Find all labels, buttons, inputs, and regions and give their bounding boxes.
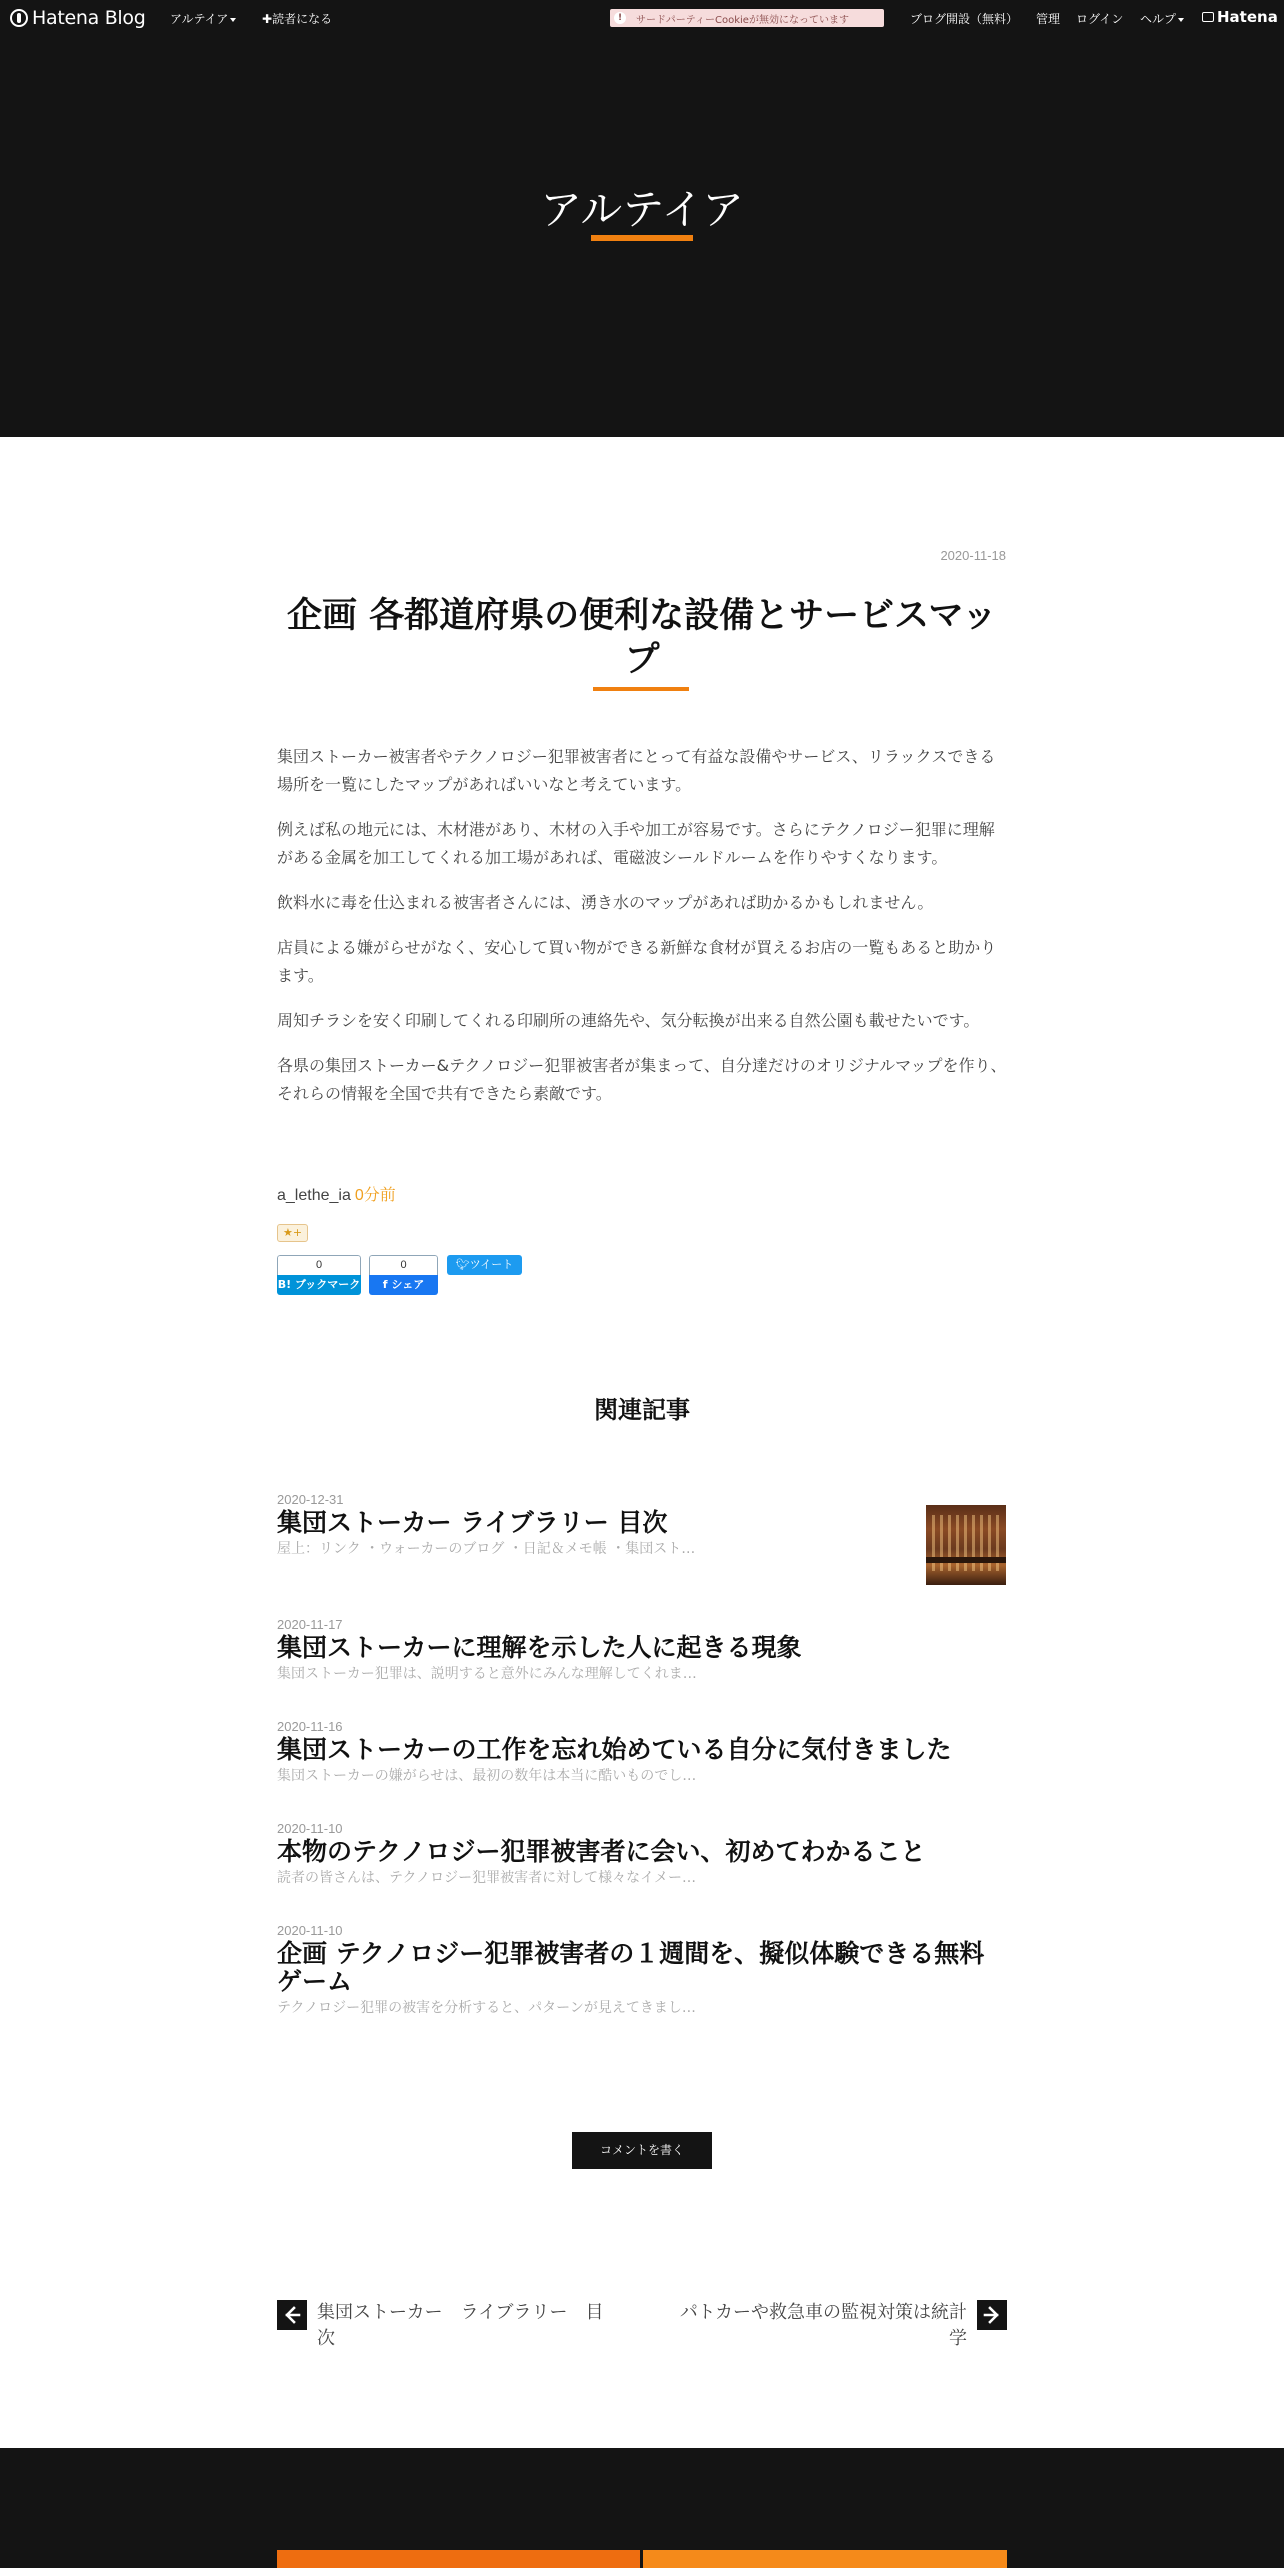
facebook-label: f シェア bbox=[369, 1275, 438, 1295]
admin-link[interactable]: 管理 bbox=[1036, 12, 1061, 26]
related-entry-snippet: 集団ストーカーの嫌がらせは、最初の数年は本当に酷いものでし… bbox=[277, 1768, 697, 1784]
related-entry-snippet: テクノロジー犯罪の被害を分析すると、パターンが見えてきまし… bbox=[277, 2000, 696, 2016]
entry-body bbox=[277, 743, 1007, 1125]
pager-prev[interactable] bbox=[277, 2300, 617, 2352]
related-entry-date: 2020-11-16 bbox=[277, 1719, 343, 1734]
related-entry-date: 2020-11-10 bbox=[277, 1923, 343, 1938]
blog-title[interactable]: アルテイア bbox=[539, 185, 745, 234]
help-dropdown[interactable] bbox=[1140, 10, 1184, 27]
facebook-count: 0 bbox=[369, 1255, 438, 1275]
related-entry-title[interactable]: 集団ストーカー ライブラリー 目次 bbox=[277, 1508, 668, 1537]
entry-title[interactable]: 企画 各都道府県の便利な設備とサービスマップ bbox=[286, 596, 998, 680]
related-entry-title[interactable]: 集団ストーカーの工作を忘れ始めている自分に気付きました bbox=[277, 1735, 952, 1764]
plus-icon: ✚ bbox=[262, 12, 273, 26]
start-blog-link[interactable]: ブログ開設（無料） bbox=[910, 12, 1019, 26]
related-entry-date: 2020-11-17 bbox=[277, 1617, 343, 1632]
related-entry-snippet: 屋上：リンク ・ウォーカーのブログ ・日記＆メモ帳 ・集団スト… bbox=[277, 1541, 696, 1557]
related-entry[interactable] bbox=[277, 1617, 1007, 1684]
entry-footer bbox=[277, 1182, 396, 1205]
subscribe-button[interactable] bbox=[262, 10, 332, 27]
related-entry-thumbnail[interactable] bbox=[926, 1505, 1006, 1585]
twitter-bird-icon: 🐦︎ bbox=[455, 1258, 470, 1271]
pager-prev-title[interactable]: 集団ストーカー ライブラリー 目次 bbox=[317, 2302, 604, 2349]
entry-paragraph: 周知チラシを安く印刷してくれる印刷所の連絡先や、気分転換が出来る自然公園も載せたいです。 bbox=[277, 1011, 980, 1030]
entry-date[interactable]: 2020-11-18 bbox=[940, 548, 1006, 563]
hatena-blog-logo-icon bbox=[10, 9, 28, 27]
entry-title-underline bbox=[593, 687, 689, 691]
entry-paragraph: 集団ストーカー被害者やテクノロジー犯罪被害者にとって有益な設備やサービス、リラックスできる場所を一覧にしたマップがあればいいなと考えています。 bbox=[277, 747, 996, 794]
related-entry-snippet: 集団ストーカー犯罪は、説明すると意外にみんな理解してくれま… bbox=[277, 1666, 697, 1682]
info-icon: ! bbox=[614, 12, 626, 24]
entry-paragraph: 飲料水に毒を仕込まれる被害者さんには、湧き水のマップがあれば助かるかもしれません。 bbox=[277, 893, 934, 912]
pager-next[interactable] bbox=[667, 2300, 1007, 2352]
related-entry-title[interactable]: 本物のテクノロジー犯罪被害者に会い、初めてわかること bbox=[277, 1837, 926, 1866]
footer-banner-left[interactable] bbox=[277, 2550, 640, 2568]
footer bbox=[0, 2448, 1284, 2568]
related-entry-date: 2020-11-10 bbox=[277, 1821, 343, 1836]
related-entry-title[interactable]: 集団ストーカーに理解を示した人に起きる現象 bbox=[277, 1633, 802, 1662]
blog-menu-dropdown[interactable] bbox=[170, 10, 236, 27]
entry-paragraph: 各県の集団ストーカー&テクノロジー犯罪被害者が集まって、自分達だけのオリジナルマップを作り、それらの情報を全国で共有できたら素敵です。 bbox=[277, 1056, 1007, 1103]
blog-menu-label: アルテイア bbox=[170, 12, 229, 26]
related-heading: 関連記事 bbox=[594, 1396, 690, 1424]
add-star-button[interactable]: ★+ bbox=[277, 1224, 308, 1242]
hatena-bookmark-button[interactable] bbox=[277, 1255, 361, 1295]
related-entry[interactable] bbox=[277, 1923, 1007, 2018]
related-entry-title[interactable]: 企画 テクノロジー犯罪被害者の１週間を、擬似体験できる無料ゲーム bbox=[277, 1939, 985, 1996]
arrow-left-icon bbox=[277, 2300, 307, 2330]
blog-header bbox=[0, 36, 1284, 437]
blog-title-underline bbox=[591, 235, 693, 241]
entry-paragraph: 店員による嫌がらせがなく、安心して買い物ができる新鮮な食材が買えるお店の一覧もあると助かります。 bbox=[277, 938, 997, 985]
hatena-blog-logo[interactable] bbox=[10, 7, 146, 29]
cookie-notice-text: サードパーティーCookieが無効になっています bbox=[636, 14, 849, 26]
chevron-down-icon bbox=[1178, 18, 1184, 22]
chevron-down-icon bbox=[230, 18, 236, 22]
related-entry[interactable] bbox=[277, 1821, 1007, 1888]
facebook-share-button[interactable] bbox=[369, 1255, 438, 1295]
hatena-menu[interactable] bbox=[1202, 8, 1278, 26]
related-entry-date: 2020-12-31 bbox=[277, 1492, 344, 1507]
tweet-label: ツイート bbox=[469, 1258, 514, 1271]
pager-next-title[interactable]: パトカーや救急車の監視対策は統計学 bbox=[679, 2302, 967, 2349]
bookmark-count: 0 bbox=[277, 1255, 361, 1275]
global-nav bbox=[0, 0, 1284, 36]
help-label: ヘルプ bbox=[1140, 12, 1177, 26]
login-link[interactable]: ログイン bbox=[1076, 12, 1124, 26]
tweet-button[interactable] bbox=[447, 1255, 522, 1275]
arrow-right-icon bbox=[977, 2300, 1007, 2330]
posted-time[interactable]: 0分前 bbox=[354, 1187, 396, 1204]
author-name[interactable]: a_lethe_ia bbox=[277, 1187, 351, 1204]
related-entry[interactable] bbox=[277, 1492, 917, 1559]
entry-paragraph: 例えば私の地元には、木材港があり、木材の入手や加工が容易です。さらにテクノロジー犯罪に理解がある金属を加工してくれる加工場があれば、電磁波シールドルームを作りやすくなります。 bbox=[277, 820, 995, 867]
hatena-blog-logo-text: Hatena Blog bbox=[32, 7, 146, 29]
bookmark-label: B! ブックマーク bbox=[277, 1275, 361, 1295]
subscribe-label: 読者になる bbox=[272, 12, 333, 26]
related-entry[interactable] bbox=[277, 1719, 1007, 1786]
footer-banner-right[interactable] bbox=[643, 2550, 1007, 2568]
hatena-icon bbox=[1202, 12, 1214, 22]
related-entry-snippet: 読者の皆さんは、テクノロジー犯罪被害者に対して様々なイメー… bbox=[277, 1870, 697, 1886]
write-comment-button[interactable]: コメントを書く bbox=[572, 2132, 712, 2169]
cookie-notice[interactable] bbox=[610, 9, 884, 27]
hatena-label: Hatena bbox=[1217, 8, 1278, 26]
